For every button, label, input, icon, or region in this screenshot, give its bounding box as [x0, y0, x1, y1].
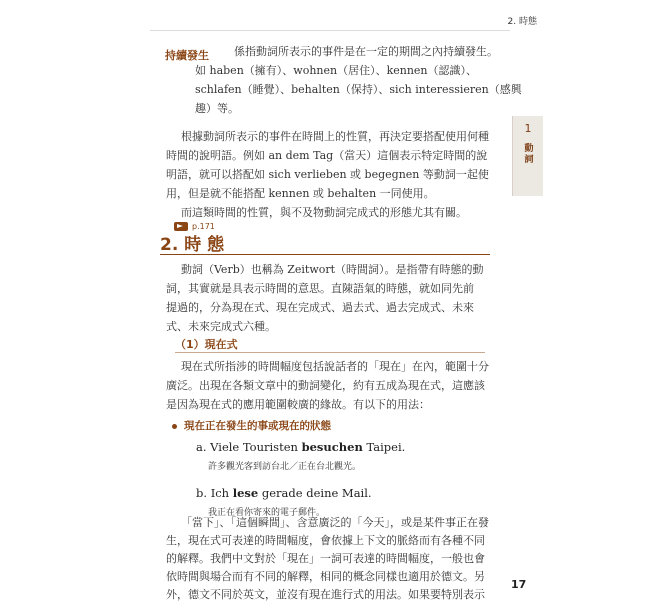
chapter-tab-number: 1 [524, 122, 532, 135]
usage-bullet [172, 418, 331, 433]
subsection-divider [175, 352, 485, 353]
section-line: 提過的，分為現在式、現在完成式、過去式、過去完成式、未來 [166, 301, 474, 314]
durative-term: 持續發生 [165, 49, 209, 62]
durative-line: 趣）等。 [195, 102, 239, 115]
example-sentence [196, 440, 405, 454]
chapter-tab-label: 動詞 [522, 143, 533, 165]
example-text-post: gerade deine Mail. [258, 486, 372, 500]
example-text-pre: Viele Touristen [210, 440, 302, 454]
paragraph-line: 而這類時間的性質，與不及物動詞完成式的形態尤其有關。 [181, 206, 467, 219]
paragraph-line: 時間的說明語。例如 an dem Tag（當天）這個表示特定時間的說 [166, 149, 488, 162]
paragraph-line: 外，德文不同於英文，並沒有現在進行式的用法。如果要特別表示 [166, 588, 485, 601]
chapter-tab [512, 116, 543, 196]
durative-line: 如 haben（擁有）、wohnen（居住）、kennen（認識）、 [195, 64, 478, 77]
subsection-line: 現在式所指涉的時間幅度包括說話者的「現在」在內，範圍十分 [181, 360, 489, 373]
example-translation: 我正在看你寄來的電子郵件。 [208, 508, 326, 518]
paragraph-line: 「當下」、「這個瞬間」、含意廣泛的「今天」，或是某件事正在發 [181, 516, 489, 529]
durative-line: 係指動詞所表示的事件是在一定的期間之內持續發生。 [234, 45, 498, 58]
paragraph-line: 的解釋。我們中文對於「現在」一詞可表達的時間幅度，一般也會 [166, 552, 485, 565]
reference-page: p.171 [192, 222, 215, 231]
page-number: 17 [511, 578, 527, 591]
example-translation: 許多觀光客到訪台北／正在台北觀光。 [208, 462, 362, 472]
example-label: a. [196, 440, 207, 454]
durative-line: schlafen（睡覺）、behalten（保持）、sich interessieren（感興 [195, 83, 522, 96]
usage-bullet-text: 現在正在發生的事或現在的狀態 [184, 420, 331, 432]
example-text-post: Taipei. [362, 440, 406, 454]
header-divider [150, 30, 510, 31]
paragraph-line: 生，現在式可表達的時間幅度，會依據上下文的脈絡而有各種不同 [166, 534, 485, 547]
paragraph-line: 用，但是就不能搭配 kennen 或 behalten 一同使用。 [166, 187, 435, 200]
section-line: 動詞（Verb）也稱為 Zeitwort（時間詞）。是指帶有時態的動 [181, 263, 484, 276]
subsection-line: 是因為現在式的應用範圍較廣的緣故。有以下的用法： [166, 398, 430, 411]
paragraph-line: 明語，就可以搭配如 sich verlieben 或 begegnen 等動詞一起使 [166, 168, 489, 181]
section-divider [160, 254, 490, 255]
example-sentence [196, 486, 372, 500]
paragraph-line: 根據動詞所表示的事件在時間上的性質，再決定要搭配使用何種 [181, 130, 489, 143]
paragraph-line: 依時間與場合而有不同的解釋，相同的概念同樣也適用於德文。另 [166, 570, 485, 583]
running-head: 2. 時態 [507, 17, 537, 27]
example-verb: lese [232, 486, 259, 500]
section-line: 式、未來完成式六種。 [166, 320, 276, 333]
subsection-title: （1）現在式 [175, 338, 238, 351]
example-text-pre: Ich [210, 486, 233, 500]
section-title: 2. 時 態 [160, 235, 225, 255]
subsection-line: 廣泛。出現在各類文章中的動詞變化，約有五成為現在式，這應該 [166, 379, 485, 392]
example-label: b. [196, 486, 208, 500]
section-line: 詞，其實就是具表示時間的意思。直陳語氣的時態，就如同先前 [166, 282, 474, 295]
bullet-dot-icon [172, 424, 177, 429]
example-verb: besuchen [301, 440, 363, 454]
